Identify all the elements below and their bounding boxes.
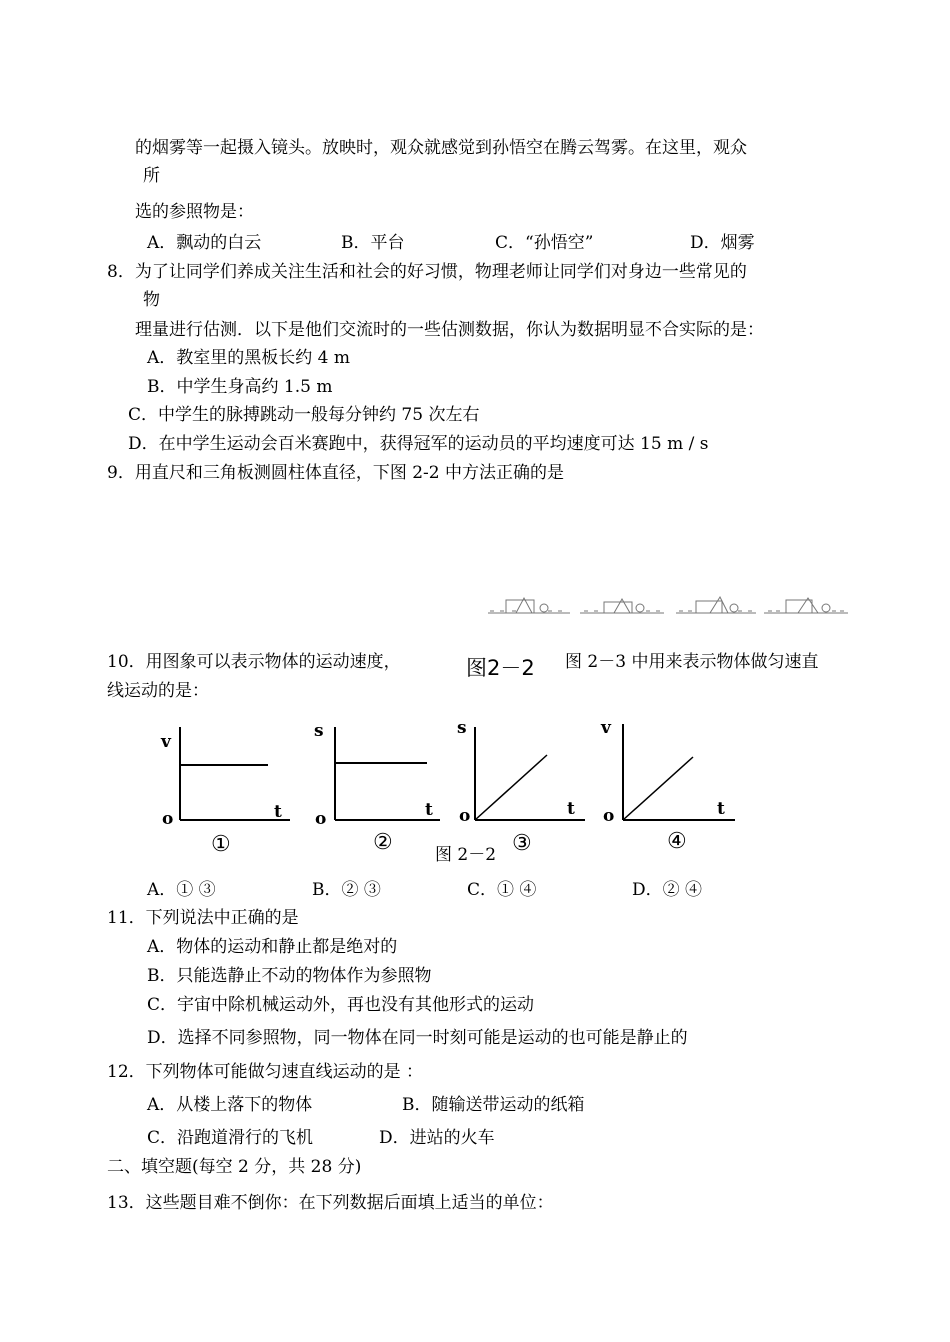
q12-option-d: D．进站的火车 (379, 1128, 495, 1148)
graph-1-x-label: t (274, 802, 282, 822)
q9-figure-label: 图2－2 (466, 656, 535, 680)
q11-option-d: D．选择不同参照物，同一物体在同一时刻可能是运动的也可能是静止的 (147, 1028, 688, 1048)
q11-option-c: C．宇宙中除机械运动外，再也没有其他形式的运动 (147, 995, 535, 1015)
graph-2-y-label: s (314, 721, 324, 741)
graph-1-origin: o (162, 809, 174, 829)
q8-line1: 8．为了让同学们养成关注生活和社会的好习惯，物理老师让同学们对身边一些常见的 (107, 262, 747, 282)
graph-2-number: ② (373, 830, 393, 855)
q8-line1-wrap: 物 (143, 290, 160, 310)
graph-2-origin: o (315, 809, 327, 829)
q13-line1: 13．这些题目难不倒你：在下列数据后面填上适当的单位： (107, 1193, 554, 1213)
q10-option-b: B．② ③ (312, 880, 381, 900)
ruler-measurement-figure (486, 592, 851, 618)
q10-option-c: C．① ④ (467, 880, 537, 900)
graph-4-x-label: t (717, 799, 725, 819)
graph-1-number: ① (211, 832, 231, 857)
q7-option-d: D．烟雾 (690, 233, 755, 253)
q10-line2: 线运动的是： (107, 681, 209, 701)
graph-4-number: ④ (667, 829, 687, 854)
graph-3-origin: o (459, 806, 471, 826)
section-2-heading: 二、填空题(每空 2 分，共 28 分) (107, 1157, 362, 1177)
q8-option-a: A．教室里的黑板长约 4 m (147, 348, 351, 368)
q12-line1: 12．下列物体可能做匀速直线运动的是 ： (107, 1062, 424, 1082)
graph-3-number: ③ (512, 831, 532, 856)
graph-4-origin: o (603, 806, 615, 826)
q7-option-b: B．平台 (341, 233, 405, 253)
q8-option-d: D．在中学生运动会百米赛跑中，获得冠军的运动员的平均速度可达 15 m / s (128, 434, 709, 454)
graph-4-y-label: v (601, 718, 611, 738)
graph-3 (445, 715, 590, 860)
q8-option-c: C．中学生的脉搏跳动一般每分钟约 75 次左右 (128, 405, 480, 425)
graph-3-y-label: s (457, 718, 467, 738)
q12-option-a: A．从楼上落下的物体 (147, 1095, 313, 1115)
q7-option-c: C．“孙悟空” (495, 233, 594, 253)
graph-1-y-label: v (161, 732, 171, 752)
q12-option-c: C．沿跑道滑行的飞机 (147, 1128, 314, 1148)
q12-option-b: B．随输送带运动的纸箱 (402, 1095, 585, 1115)
q7-line1-wrap: 所 (143, 166, 160, 186)
q11-option-a: A．物体的运动和静止都是绝对的 (147, 937, 398, 957)
q7-line2: 选的参照物是： (135, 202, 254, 222)
q7-option-a: A．飘动的白云 (147, 233, 262, 253)
graph-2 (305, 715, 455, 860)
graph-3-x-label: t (567, 799, 575, 819)
graph-2-x-label: t (425, 800, 433, 820)
q9-line1: 9．用直尺和三角板测圆柱体直径，下图 2-2 中方法正确的是 (107, 463, 564, 483)
graph-4 (595, 712, 745, 857)
q10-option-d: D．② ④ (632, 880, 703, 900)
q8-line2: 理量进行估测．以下是他们交流时的一些估测数据，你认为数据明显不合实际的是： (135, 320, 764, 340)
graph-caption: 图 2－2 (435, 845, 497, 865)
graph-1 (150, 715, 300, 860)
q10-line1-left: 10．用图象可以表示物体的运动速度， (107, 652, 401, 672)
q10-line1-right: 图 2－3 中用来表示物体做匀速直 (565, 652, 819, 672)
q8-option-b: B．中学生身高约 1.5 m (147, 377, 333, 397)
q11-line1: 11．下列说法中正确的是 (107, 908, 299, 928)
q10-option-a: A．① ③ (147, 880, 216, 900)
q11-option-b: B．只能选静止不动的物体作为参照物 (147, 966, 432, 986)
q7-line1: 的烟雾等一起摄入镜头。放映时，观众就感觉到孙悟空在腾云驾雾。在这里，观众 (135, 138, 747, 158)
